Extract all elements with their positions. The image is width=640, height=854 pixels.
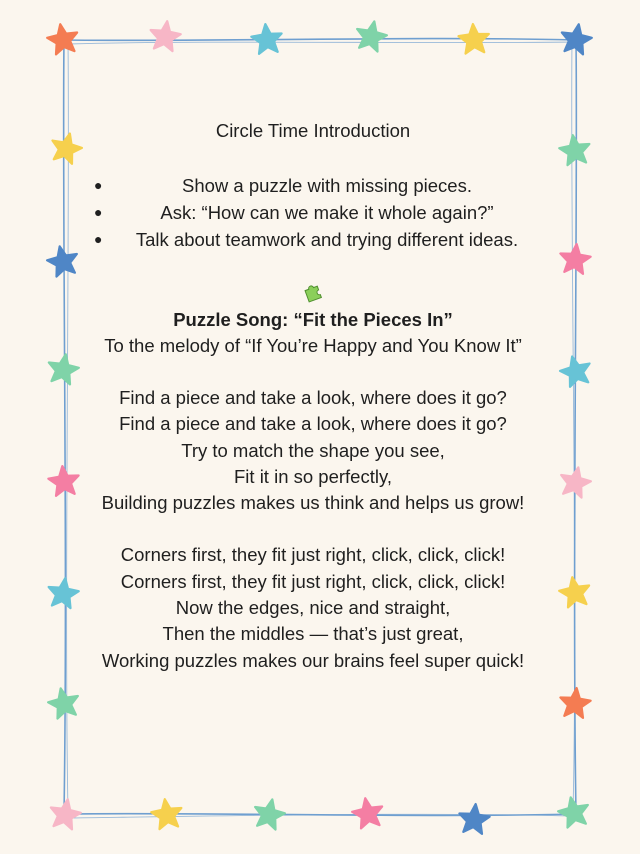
verse-line: Now the edges, nice and straight, xyxy=(175,597,451,619)
star-icon xyxy=(558,133,592,166)
song-verse-1 xyxy=(80,385,546,516)
star-icon xyxy=(250,22,283,54)
star-icon xyxy=(148,19,182,52)
verse-line: Working puzzles makes our brains feel super quick! xyxy=(101,649,525,671)
verse-line: Fit it in so perfectly, xyxy=(234,465,392,487)
verse-line: Find a piece and take a look, where does it go? xyxy=(119,413,507,435)
star-icon xyxy=(556,794,592,829)
intro-bullet-item xyxy=(80,172,546,199)
star-icon xyxy=(557,353,594,388)
intro-bullet-text: Show a puzzle with missing pieces. xyxy=(182,175,472,196)
star-icon xyxy=(458,23,490,54)
verse-line: Corners first, they fit just right, click, click, click! xyxy=(120,544,506,566)
song-verse-2 xyxy=(80,542,546,673)
star-icon xyxy=(46,576,80,609)
intro-bullet-item xyxy=(80,226,546,253)
main-content xyxy=(80,118,546,674)
star-icon xyxy=(46,352,81,386)
star-icon xyxy=(557,464,593,499)
star-icon xyxy=(46,685,82,720)
star-icon xyxy=(458,802,491,834)
star-icon xyxy=(559,242,592,274)
star-icon xyxy=(350,796,385,830)
star-icon xyxy=(48,797,83,831)
verse-line: Find a piece and take a look, where does it go? xyxy=(119,387,507,408)
intro-bullet-text: Talk about teamwork and trying different ideas. xyxy=(135,229,519,250)
star-icon xyxy=(353,18,389,53)
star-icon xyxy=(45,243,81,278)
bullet-icon: ● xyxy=(94,177,103,193)
star-icon xyxy=(559,686,592,718)
song-title: Puzzle Song: “Fit the Pieces In” xyxy=(173,309,453,330)
puzzle-piece-icon xyxy=(80,277,546,307)
intro-bullet-list xyxy=(80,172,546,253)
verse-line: Building puzzles makes us think and helps us grow! xyxy=(101,492,525,514)
verse-line: Corners first, they fit just right, click, click, click! xyxy=(120,570,506,592)
bullet-icon: ● xyxy=(94,231,103,247)
verse-line: Then the middles — that’s just great, xyxy=(162,623,464,645)
song-melody: To the melody of “If You’re Happy and You Know It” xyxy=(104,335,522,356)
verse-line: Try to match the shape you see, xyxy=(181,439,445,461)
star-icon xyxy=(47,464,80,496)
intro-bullet-text: Ask: “How can we make it whole again?” xyxy=(160,202,494,223)
star-icon xyxy=(150,797,184,830)
star-icon xyxy=(251,796,287,831)
star-icon xyxy=(557,575,592,609)
star-icon xyxy=(45,22,80,56)
intro-bullet-item xyxy=(80,199,546,226)
bullet-icon: ● xyxy=(94,204,103,220)
star-icon xyxy=(559,22,594,56)
intro-title: Circle Time Introduction xyxy=(215,120,411,141)
